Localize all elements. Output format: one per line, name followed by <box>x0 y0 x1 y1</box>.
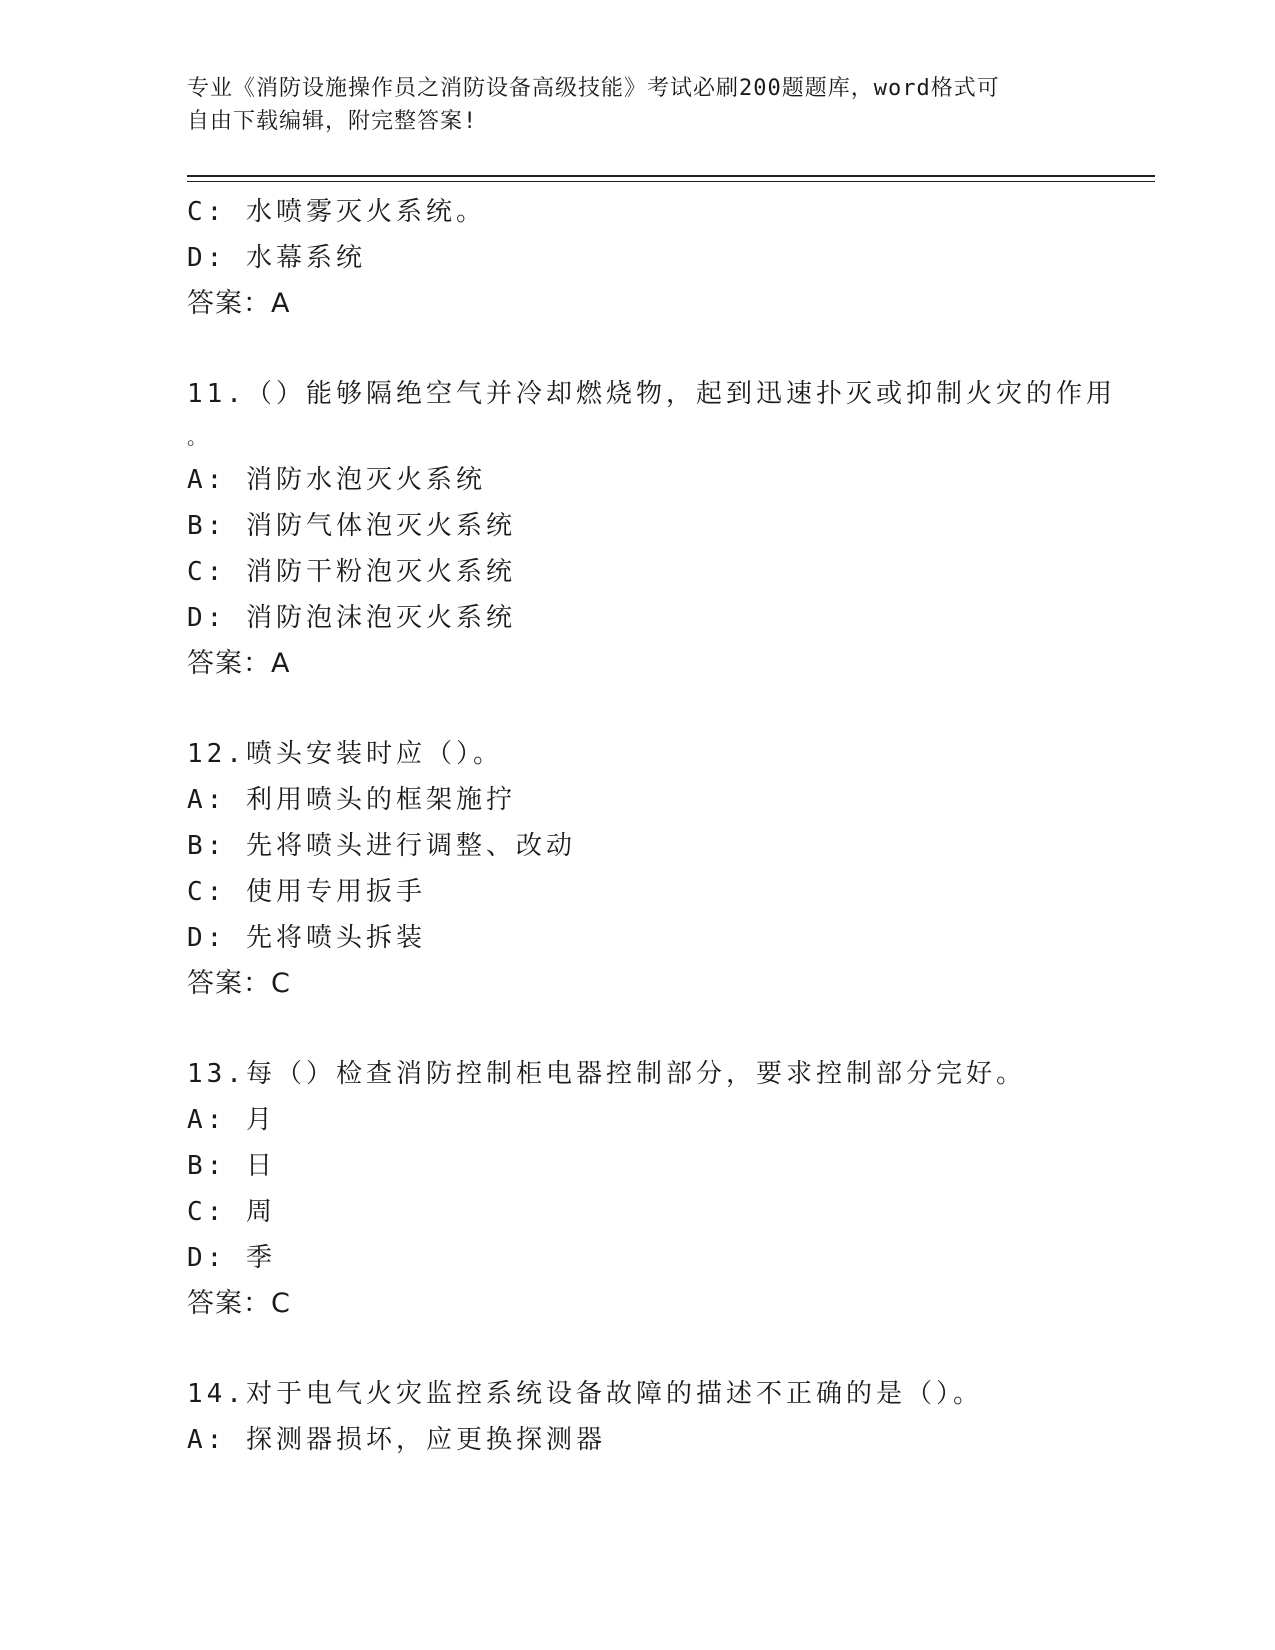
option-a: A: 月 <box>187 1105 276 1135</box>
spacer <box>187 1007 1087 1051</box>
question-10-fragment <box>187 189 1087 327</box>
option-d: D: 水幕系统 <box>187 243 366 273</box>
option-c: C: 周 <box>187 1197 276 1227</box>
header-divider-thin <box>187 181 1155 182</box>
option-a: A: 消防水泡灭火系统 <box>187 465 486 495</box>
option-a: A: 探测器损坏，应更换探测器 <box>187 1425 606 1455</box>
question-list <box>187 189 1116 1463</box>
question-stem-continuation: 。 <box>187 425 211 449</box>
question-stem: 14.对于电气火灾监控系统设备故障的描述不正确的是（）。 <box>187 1379 983 1409</box>
question-stem: 13.每（）检查消防控制柜电器控制部分，要求控制部分完好。 <box>187 1059 1026 1089</box>
option-d: D: 消防泡沫泡灭火系统 <box>187 603 516 633</box>
document-header <box>187 72 1067 138</box>
spacer <box>187 1327 1087 1371</box>
question-12 <box>187 731 1087 1007</box>
answer: 答案：A <box>187 288 291 319</box>
question-11 <box>187 371 1116 687</box>
header-line-1: 专业《消防设施操作员之消防设备高级技能》考试必刷200题题库，word格式可 <box>187 76 1000 101</box>
spacer <box>187 327 1087 371</box>
option-b: B: 消防气体泡灭火系统 <box>187 511 516 541</box>
question-stem: 11.（）能够隔绝空气并冷却燃烧物，起到迅速扑灭或抑制火灾的作用 <box>187 379 1116 409</box>
option-c: C: 水喷雾灭火系统。 <box>187 197 486 227</box>
option-b: B: 先将喷头进行调整、改动 <box>187 831 576 861</box>
answer: 答案：C <box>187 968 291 999</box>
option-c: C: 使用专用扳手 <box>187 877 426 907</box>
spacer <box>187 687 1087 731</box>
answer: 答案：A <box>187 648 291 679</box>
option-a: A: 利用喷头的框架施拧 <box>187 785 516 815</box>
option-d: D: 先将喷头拆装 <box>187 923 426 953</box>
header-line-2: 自由下载编辑，附完整答案! <box>187 109 478 134</box>
option-b: B: 日 <box>187 1151 276 1181</box>
question-14-fragment <box>187 1371 1087 1463</box>
question-stem: 12.喷头安装时应（）。 <box>187 739 503 769</box>
header-divider-thick <box>187 175 1155 177</box>
option-c: C: 消防干粉泡灭火系统 <box>187 557 516 587</box>
option-d: D: 季 <box>187 1243 276 1273</box>
answer: 答案：C <box>187 1288 291 1319</box>
question-13 <box>187 1051 1087 1327</box>
